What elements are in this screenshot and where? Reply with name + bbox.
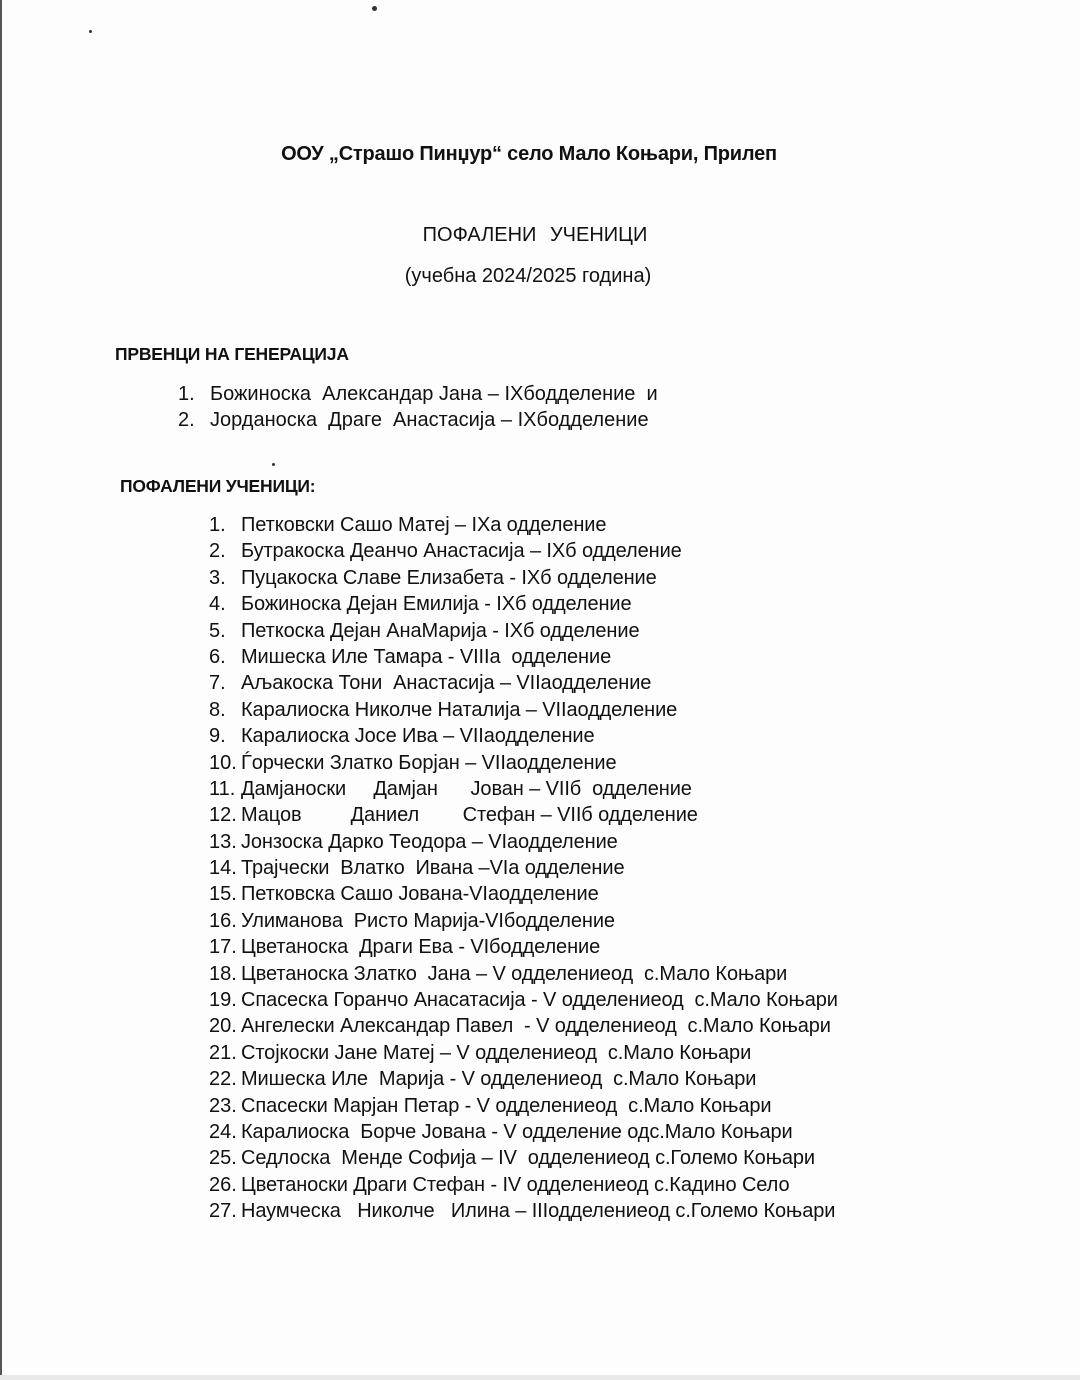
item-number: 19.	[209, 989, 237, 1012]
item-text: Каралиоска Николче Наталија – VIIаодделение	[241, 698, 678, 721]
list-item	[209, 1198, 838, 1224]
item-text: Божиноска Александар Јана – IXбодделение и	[210, 383, 658, 405]
item-text: Божиноска Дејан Емилија - IXб одделение	[241, 593, 632, 616]
item-number: 9.	[209, 725, 226, 748]
item-text: Стојкоски Јане Матеј – V одделениеод с.Мало Коњари	[241, 1041, 752, 1064]
item-number: 6.	[209, 645, 226, 668]
item-text: Цветаноски Драги Стефан - IV одделениеод с.Кадино Село	[241, 1173, 790, 1196]
list-item	[209, 750, 838, 776]
list-item	[209, 1040, 838, 1066]
list-item	[209, 802, 838, 828]
item-text: Петковски Сашо Матеј – IXа одделение	[241, 514, 607, 536]
item-number: 25.	[209, 1147, 237, 1170]
item-text: Мацов Даниел Стефан – VIIб одделение	[241, 804, 698, 827]
list-item	[209, 697, 838, 723]
list-item	[209, 591, 838, 617]
item-number: 8.	[209, 698, 226, 721]
scan-bottom-band	[0, 1375, 1080, 1380]
item-text: Каралиоска Јосе Ива – VIIаодделение	[241, 725, 595, 748]
list-item	[178, 407, 658, 433]
item-number: 21.	[209, 1041, 237, 1064]
item-number: 11.	[209, 777, 236, 800]
list-item	[209, 644, 838, 670]
item-number: 27.	[209, 1200, 237, 1223]
list-item	[209, 512, 838, 538]
item-text: Цветаноска Драги Ева - VIбодделение	[241, 936, 601, 959]
item-number: 13.	[209, 830, 237, 853]
list-item	[209, 565, 838, 591]
scan-speck	[272, 463, 275, 466]
list-item	[209, 1172, 838, 1198]
item-text: Спасеска Горанчо Анасатасија - V одделениеод с.Мало Коњари	[241, 989, 838, 1012]
item-number: 23.	[209, 1094, 237, 1117]
item-text: Трајчески Влатко Ивана –VIа одделение	[241, 857, 625, 880]
first-of-generation-list	[178, 381, 658, 434]
item-number: 10.	[209, 751, 237, 774]
item-number: 22.	[209, 1068, 237, 1091]
item-number: 2.	[178, 409, 195, 432]
item-number: 12.	[209, 804, 237, 827]
item-text: Седлоска Менде Софија – IV одделениеод с.Големо Коњари	[241, 1147, 815, 1170]
item-text: Петкоска Дејан АнаМарија - IXб одделение	[241, 619, 640, 642]
list-item	[209, 881, 838, 907]
document-title: ПОФАЛЕНИ УЧЕНИЦИ	[422, 224, 648, 246]
school-title: ООУ „Страшо Пинџур“ село Мало Коњари, Прилеп	[281, 143, 777, 165]
item-text: Каралиоска Борче Јована - V одделение одс.Мало Коњари	[241, 1120, 793, 1143]
item-text: Наумческа Николче Илина – IIIодделениеод с.Големо Коњари	[241, 1200, 836, 1223]
item-text: Пуцакоска Славе Елизабета - IXб одделение	[241, 566, 657, 589]
list-item	[209, 618, 838, 644]
item-text: Ѓорчески Златко Борјан – VIIаодделение	[241, 751, 617, 774]
item-number: 1.	[178, 383, 195, 405]
list-item	[209, 1145, 838, 1171]
item-number: 4.	[209, 593, 226, 616]
first-of-generation-heading: ПРВЕНЦИ НА ГЕНЕРАЦИЈА	[115, 344, 349, 364]
item-number: 20.	[209, 1015, 237, 1038]
praised-students-list	[209, 512, 838, 1225]
item-text: Дамјаноски Дамјан Јован – VIIб одделение	[241, 777, 692, 800]
item-text: Мишеска Иле Марија - V одделениеод с.Мало Коњари	[241, 1068, 757, 1091]
scan-left-edge	[0, 0, 2, 1375]
list-item	[209, 829, 838, 855]
list-item	[209, 961, 838, 987]
list-item	[209, 987, 838, 1013]
document-subtitle: (учебна 2024/2025 година)	[404, 265, 652, 287]
item-number: 14.	[209, 857, 237, 880]
item-number: 24.	[209, 1120, 237, 1143]
item-text: Бутракоска Деанчо Анастасија – IXб одделение	[241, 540, 682, 563]
list-item	[209, 1119, 838, 1145]
praised-students-heading: ПОФАЛЕНИ УЧЕНИЦИ:	[120, 476, 316, 496]
item-text: Петковска Сашо Јована-VIаодделение	[241, 883, 599, 906]
list-item	[209, 1013, 838, 1039]
item-text: Јонзоска Дарко Теодора – VIаодделение	[241, 830, 618, 853]
list-item	[209, 538, 838, 564]
list-item	[209, 723, 838, 749]
list-item	[209, 908, 838, 934]
item-number: 7.	[209, 672, 226, 695]
item-number: 16.	[209, 909, 237, 932]
scan-speck	[89, 30, 92, 33]
scan-speck	[372, 6, 377, 11]
item-number: 18.	[209, 962, 237, 985]
item-text: Спасески Марјан Петар - V одделениеод с.Мало Коњари	[241, 1094, 772, 1117]
list-item	[209, 1093, 838, 1119]
item-number: 1.	[209, 514, 226, 536]
item-number: 2.	[209, 540, 226, 563]
item-number: 5.	[209, 619, 226, 642]
list-item	[209, 934, 838, 960]
list-item	[178, 381, 658, 407]
item-text: Аљакоска Тони Анастасија – VIIаодделение	[241, 672, 652, 695]
list-item	[209, 1066, 838, 1092]
item-text: Цветаноска Златко Јана – V одделениеод с.Мало Коњари	[241, 962, 788, 985]
item-text: Ангелески Александар Павел - V одделениеод с.Мало Коњари	[241, 1015, 831, 1038]
list-item	[209, 855, 838, 881]
list-item	[209, 776, 838, 802]
item-number: 15.	[209, 883, 237, 906]
item-text: Мишеска Иле Тамара - VIIIа одделение	[241, 645, 612, 668]
item-text: Улиманова Ристо Марија-VIбодделение	[241, 909, 615, 932]
item-number: 3.	[209, 566, 226, 589]
item-text: Јорданоска Драге Анастасија – IXбодделение	[210, 409, 649, 432]
item-number: 17.	[209, 936, 237, 959]
item-number: 26.	[209, 1173, 237, 1196]
list-item	[209, 670, 838, 696]
